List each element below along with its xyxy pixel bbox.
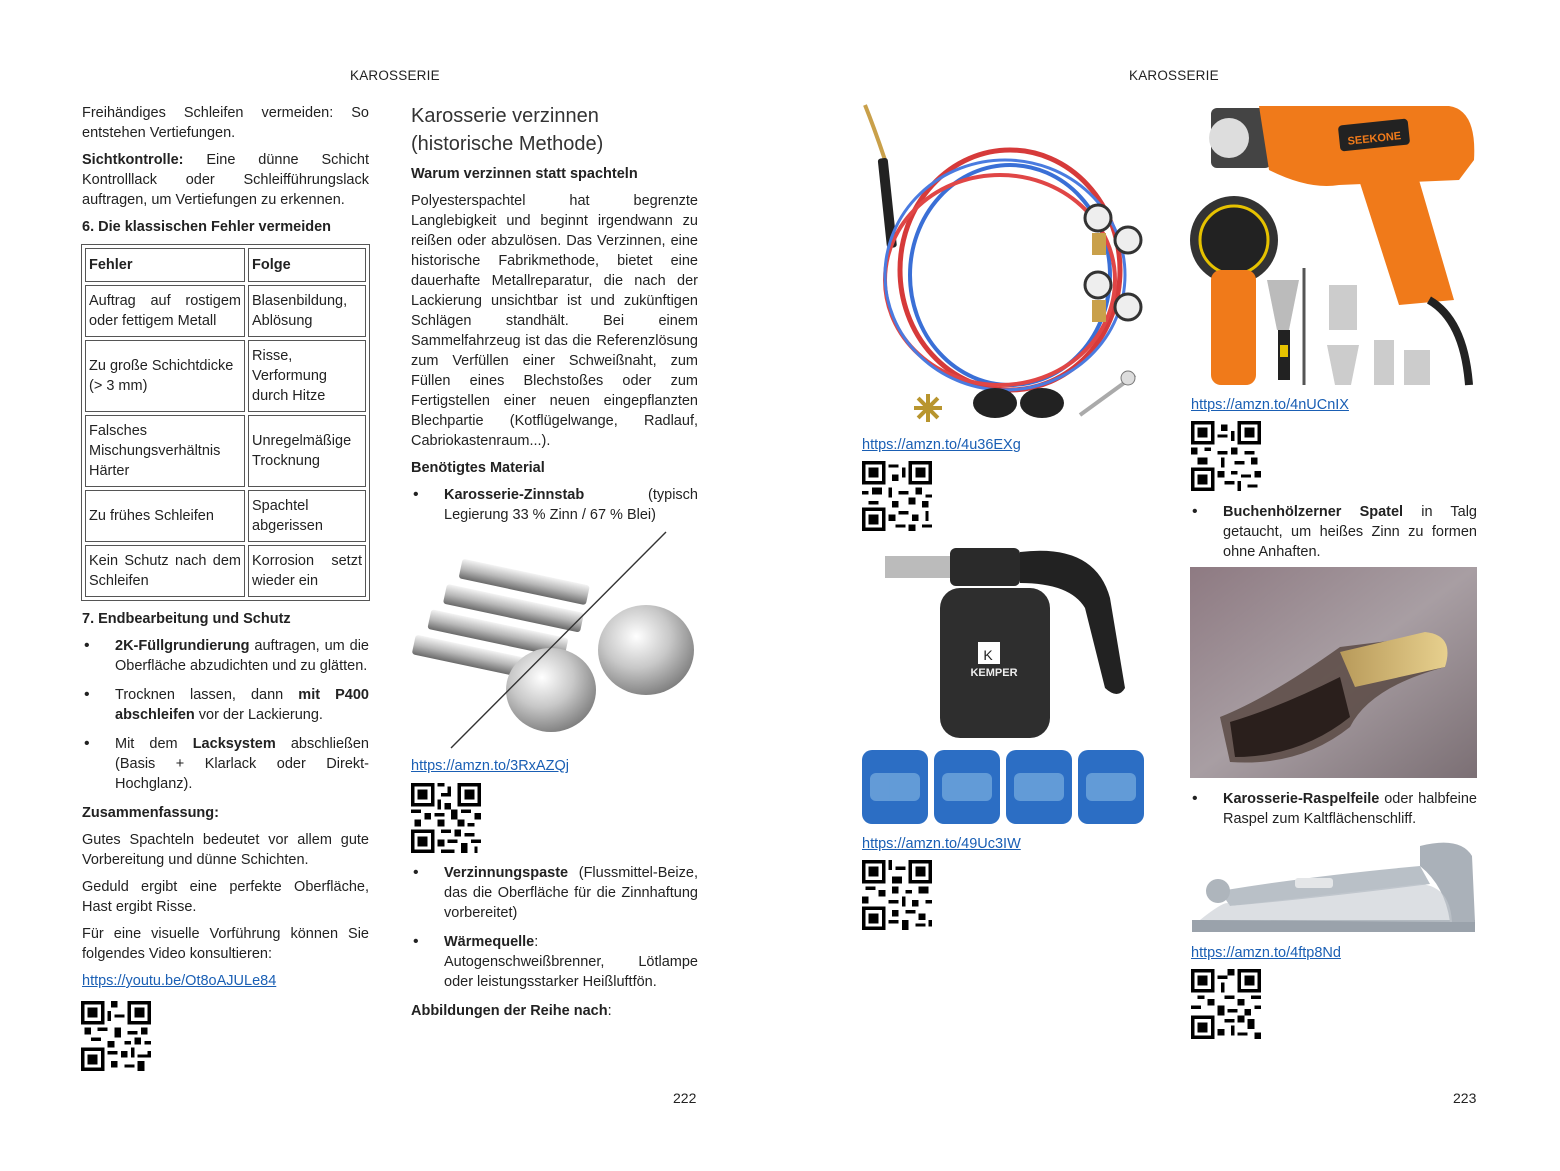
list-item	[411, 863, 698, 923]
table-row	[85, 285, 366, 337]
material-list-2	[411, 863, 698, 992]
finish-list	[82, 636, 369, 794]
bold-term: Buchenhölzerner Spatel	[1223, 504, 1404, 520]
table-cell: Zu frühes Schleifen	[85, 490, 245, 542]
bold-term: 2K-Füllgrundierung	[115, 638, 250, 654]
text: :	[607, 1003, 612, 1019]
qr-code-heatgun	[1191, 421, 1261, 497]
seekone-label: SEEKONE	[1347, 130, 1402, 148]
table-cell: Unregelmäßige Trocknung	[248, 415, 366, 487]
table-cell: Auftrag auf rostigem oder fettigem Metall	[85, 285, 245, 337]
col3-link1-wrap	[862, 435, 1021, 455]
text: Mit dem	[115, 736, 193, 752]
table-cell: Blasenbildung, Ablösung	[248, 285, 366, 337]
svg-text:K: K	[983, 647, 993, 663]
section-heading: Benötigtes Material	[411, 460, 545, 476]
table-header-cell: Folge	[248, 248, 366, 282]
running-header-left: KAROSSERIE	[350, 68, 440, 83]
section-heading: 7. Endbearbeitung und Schutz	[82, 611, 291, 627]
bold-term: Abbildungen der Reihe nach	[411, 1003, 608, 1019]
text: : Autogenschweißbrenner, Lötlampe oder leistungsstarker Heißluftfön.	[444, 934, 698, 990]
text: auftragen, um die Oberfläche abzudichten und zu glätten.	[115, 638, 369, 674]
gas-torch-image	[860, 538, 1150, 830]
kemper-label: KEMPER	[970, 667, 1018, 679]
table-row	[85, 545, 366, 597]
text: Eine dünne Schicht Kontrolllack oder Schleifführungslack auftragen, um Vertiefungen zu erkennen.	[82, 152, 369, 208]
table-cell: Korrosion setzt wieder ein	[248, 545, 366, 597]
qr-code-video	[81, 1001, 151, 1077]
col4-link2-wrap	[1191, 943, 1341, 963]
text: vor der Lackierung.	[194, 707, 323, 723]
text: Trocknen lassen, dann	[115, 687, 299, 703]
qr-code-welding	[862, 461, 932, 537]
running-header-right: KAROSSERIE	[1129, 68, 1219, 83]
bold-term: Karosserie-Raspelfeile	[1223, 791, 1380, 807]
col3-link2-wrap	[862, 834, 1021, 854]
amazon-link-tin[interactable]: https://amzn.to/3RxAZQj	[411, 758, 569, 774]
amazon-link-welding[interactable]: https://amzn.to/4u36EXg	[862, 437, 1021, 453]
section-heading: Warum verzinnen statt spachteln	[411, 166, 638, 182]
list-item	[82, 636, 369, 676]
qr-code-rasp	[1191, 969, 1261, 1045]
bold-term: Sichtkontrolle:	[82, 152, 184, 168]
text: abschließen (Basis + Klarlack oder Direkt-Hochglanz).	[115, 736, 370, 792]
paragraph	[82, 150, 369, 210]
paragraph: Geduld ergibt eine perfekte Oberfläche, Hast ergibt Risse.	[82, 879, 369, 915]
table-row	[85, 415, 366, 487]
body-file-rasp-image	[1190, 836, 1477, 936]
text: in Talg getaucht, um heißes Zinn zu formen ohne Anhaften.	[1223, 504, 1477, 560]
table-cell: Spachtel abgerissen	[248, 490, 366, 542]
errors-table	[81, 244, 370, 601]
video-link[interactable]: https://youtu.be/Ot8oAJULe84	[82, 973, 277, 989]
qr-code-tin	[411, 783, 481, 859]
amazon-link-heatgun[interactable]: https://amzn.to/4nUCnIX	[1191, 397, 1349, 413]
text: (typisch Legierung 33 % Zinn / 67 % Blei)	[444, 487, 698, 523]
bold-term: Lacksystem	[192, 736, 276, 752]
list-item	[411, 932, 698, 992]
bold-term: Verzinnungspaste	[444, 865, 569, 881]
bold-term: Wärmequelle	[444, 934, 535, 950]
paragraph: Für eine visuelle Vorführung können Sie folgendes Video konsultieren:	[82, 926, 369, 962]
section-heading: Zusammenfassung:	[82, 805, 219, 821]
text: (Flussmittel-Beize, das die Oberfläche für die Zinnhaftung vorbereitet)	[444, 865, 698, 921]
list-item	[82, 734, 369, 794]
heat-gun-image	[1189, 100, 1479, 388]
amazon-link-torch[interactable]: https://amzn.to/49Uc3IW	[862, 836, 1021, 852]
amazon-link-rasp[interactable]: https://amzn.to/4ftp8Nd	[1191, 945, 1341, 961]
table-cell: Zu große Schichtdicke (> 3 mm)	[85, 340, 245, 412]
section-title: Karosserie verzinnen (historische Methode)	[411, 105, 604, 155]
left-page-column-2b	[411, 756, 698, 776]
figures-caption	[411, 1001, 698, 1021]
list-item	[82, 685, 369, 725]
welding-torch-set-image	[860, 100, 1150, 430]
right-page-column-4	[1190, 502, 1477, 571]
left-page-column-1	[82, 103, 369, 991]
list-item	[1190, 502, 1477, 562]
text: oder halbfeine Raspel zum Kaltflächenschliff.	[1223, 791, 1477, 827]
page-number-left: 222	[673, 1090, 697, 1106]
left-page-column-2c	[411, 863, 698, 1021]
bold-term: mit P400 abschleifen	[115, 687, 369, 723]
col4-link1-wrap	[1191, 395, 1349, 415]
table-header-row	[85, 248, 366, 282]
left-page-column-2	[411, 102, 698, 534]
table-cell: Risse, Verformung durch Hitze	[248, 340, 366, 412]
table-row	[85, 490, 366, 542]
table-header-cell: Fehler	[85, 248, 245, 282]
tools-list-2	[1190, 789, 1477, 829]
material-list-1	[411, 485, 698, 525]
table-cell: Falsches Mischungsverhältnis Härter	[85, 415, 245, 487]
paragraph: Freihändiges Schleifen vermeiden: So entstehen Vertiefungen.	[82, 105, 369, 141]
wooden-spatula-photo	[1190, 567, 1477, 778]
table-row	[85, 340, 366, 412]
page-number-right: 223	[1453, 1090, 1477, 1106]
tin-bars-image	[411, 530, 699, 750]
paragraph: Gutes Spachteln bedeutet vor allem gute Vorbereitung und dünne Schichten.	[82, 832, 369, 868]
qr-code-torch	[862, 860, 932, 936]
paragraph: Polyesterspachtel hat begrenzte Langlebigkeit und beginnt irgendwann zu reißen oder abzulösen. Das Verzinnen, eine historische Fabrikmethode, bietet eine dauerhafte Metallreparatur, die nach der Lackierung unsichtbar ist und zukünftigen Schlägen standhält. Bei einem Sammelfahrzeug ist das die Referenzlösung zum Verfüllen einer Schweißnaht, zum Füllen eines Blechstoßes oder zum Fertigstellen einer neuen eingepflanzten Blechpartie (Kotflügelwange, Radlauf, Cabriokastenraum...).	[411, 193, 698, 449]
right-page-column-4b	[1190, 789, 1477, 838]
table-cell: Kein Schutz nach dem Schleifen	[85, 545, 245, 597]
list-item	[411, 485, 698, 525]
tools-list-1	[1190, 502, 1477, 562]
bold-term: Karosserie-Zinnstab	[444, 487, 585, 503]
section-heading: 6. Die klassischen Fehler vermeiden	[82, 219, 332, 235]
list-item	[1190, 789, 1477, 829]
